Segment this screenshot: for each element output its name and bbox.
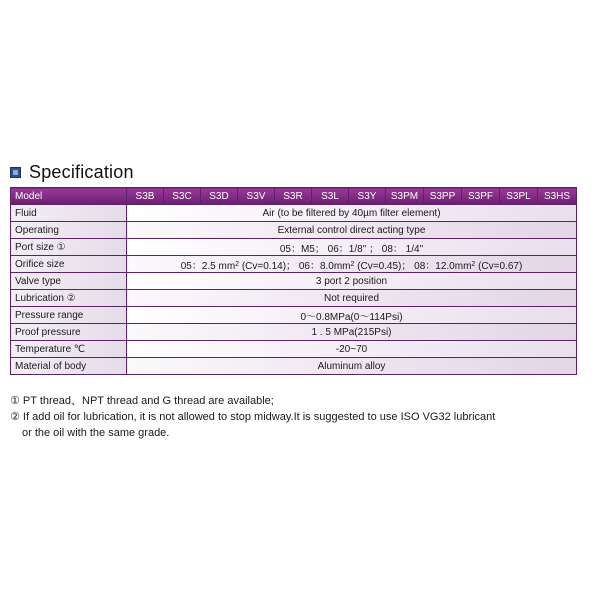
row-value [127,256,577,273]
row-value: 0～0.8MPa(0～114Psi) [127,307,577,324]
row-label: Temperature ℃ [11,341,127,358]
table-row [11,341,577,358]
header-model-cell: S3V [238,188,275,205]
row-value: 1 . 5 MPa(215Psi) [127,324,577,341]
header-model-cell: S3PL [500,188,538,205]
footnote-2-continued: or the oil with the same grade. [22,427,170,439]
row-label: Material of body [11,358,127,375]
square-bullet-icon [10,167,21,178]
header-model-cell: S3D [201,188,238,205]
header-model-cell: S3HS [538,188,577,205]
orifice-superscript: 2 [350,260,355,268]
row-value: External control direct acting type [127,222,577,239]
orifice-superscript: 2 [471,260,476,268]
table-row [11,290,577,307]
table-row [11,273,577,290]
header-model-cell: S3PF [462,188,500,205]
row-label: Orifice size [11,256,127,273]
header-model-cell: S3R [275,188,312,205]
orifice-text: (Cv=0.67) [475,260,523,272]
header-model-label: Model [11,188,127,205]
orifice-text: (Cv=0.45)； 08：12.0mm [354,260,472,272]
row-label: Proof pressure [11,324,127,341]
table-row [11,256,577,273]
row-value: -20~70 [127,341,577,358]
header-model-cell: S3PM [386,188,424,205]
table-row [11,205,577,222]
specification-table [10,187,577,375]
table-header-row [11,188,577,205]
header-model-cell: S3Y [349,188,386,205]
footnotes [10,393,590,441]
header-model-cell: S3PP [424,188,462,205]
row-label: Port size ① [11,239,127,256]
row-label: Operating [11,222,127,239]
footnote-1: ① PT thread、NPT thread and G thread are available; [10,395,274,407]
row-value: 3 port 2 position [127,273,577,290]
row-label: Pressure range [11,307,127,324]
footnote-2: ② If add oil for lubrication, it is not allowed to stop midway.It is suggested to use ISO VG32 lubricant [10,411,496,423]
row-value: Air (to be filtered by 40µm filter element) [127,205,577,222]
row-label: Valve type [11,273,127,290]
orifice-text: (Cv=0.14)； 06：8.0mm [239,260,351,272]
table-row [11,358,577,375]
table-row [11,222,577,239]
row-value: 05：M5； 06：1/8" ； 08： 1/4" [127,239,577,256]
header-model-cell: S3C [164,188,201,205]
section-title: Specification [29,161,134,182]
table-row [11,307,577,324]
orifice-superscript: 2 [235,260,240,268]
header-model-cell: S3B [127,188,164,205]
orifice-text: 05：2.5 mm [180,260,236,272]
header-model-cell: S3L [312,188,349,205]
section-heading [10,160,134,184]
row-value: Not required [127,290,577,307]
row-label: Lubrication ② [11,290,127,307]
row-label: Fluid [11,205,127,222]
table-row [11,239,577,256]
row-value: Aluminum alloy [127,358,577,375]
table-row [11,324,577,341]
